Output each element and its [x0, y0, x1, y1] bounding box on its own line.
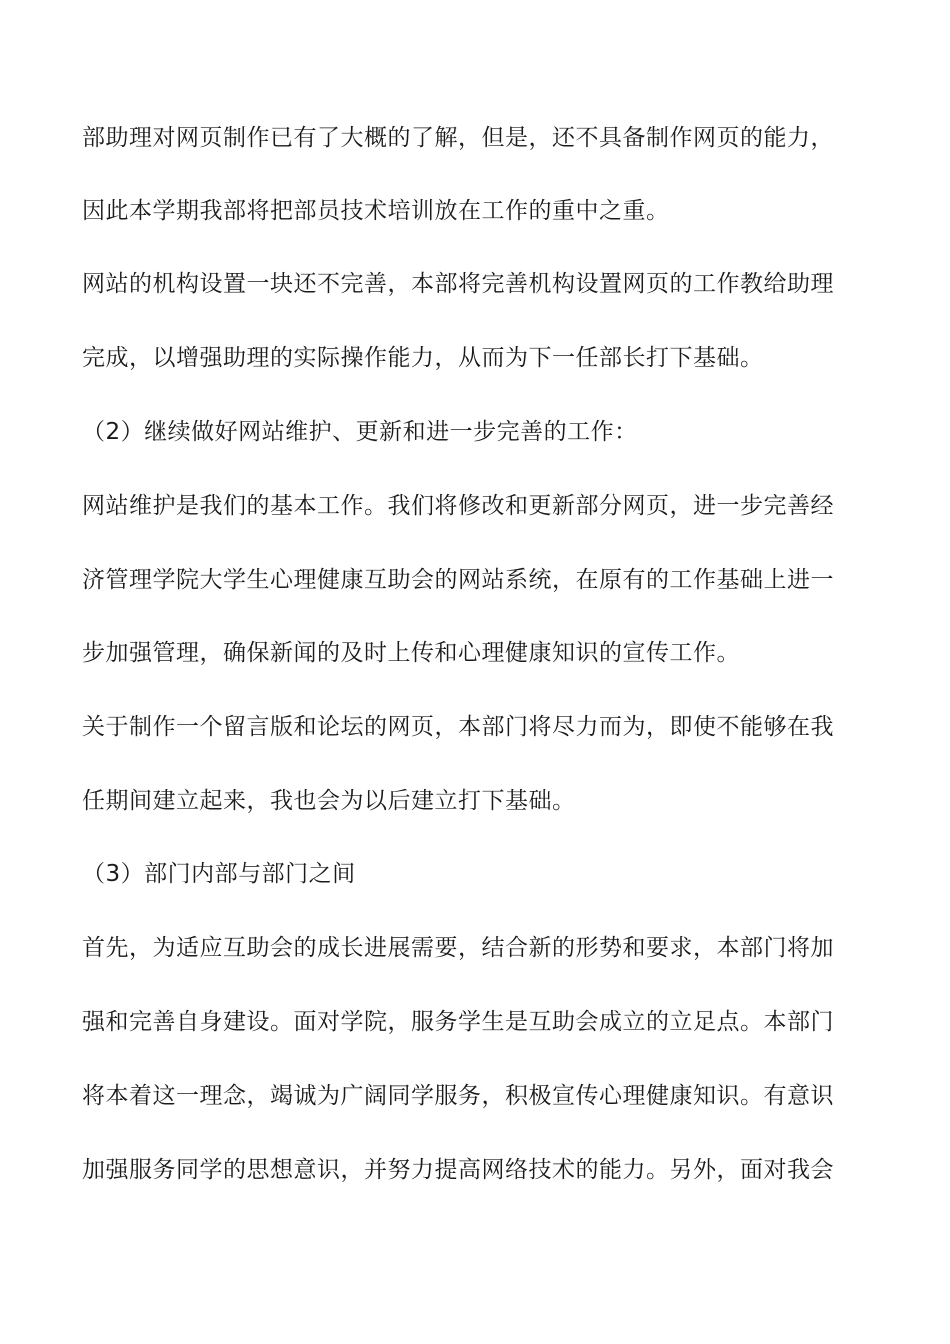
text-line: 步加强管理，确保新闻的及时上传和心理健康知识的宣传工作。 — [82, 640, 740, 666]
text-line: 首先，为适应互助会的成长进展需要，结合新的形势和要求，本部门将加 — [82, 935, 834, 961]
section-heading: （2）继续做好网站维护、更新和进一步完善的工作： — [82, 419, 638, 445]
text-line: 网站的机构设置一块还不完善，本部将完善机构设置网页的工作教给助理 — [82, 271, 834, 297]
text-line: 济管理学院大学生心理健康互助会的网站系统，在原有的工作基础上进一 — [82, 567, 834, 593]
text-line: 部助理对网页制作已有了大概的了解，但是，还不具备制作网页的能力， — [82, 125, 834, 151]
text-line: 任期间建立起来，我也会为以后建立打下基础。 — [82, 788, 576, 814]
text-line: 关于制作一个留言版和论坛的网页，本部门将尽力而为，即使不能够在我 — [82, 714, 834, 740]
text-line: 强和完善自身建设。面对学院，服务学生是互助会成立的立足点。本部门 — [82, 1009, 834, 1035]
text-line: 网站维护是我们的基本工作。我们将修改和更新部分网页，进一步完善经 — [82, 493, 834, 519]
text-line: 加强服务同学的思想意识，并努力提高网络技术的能力。另外，面对我会 — [82, 1157, 834, 1183]
text-line: 因此本学期我部将把部员技术培训放在工作的重中之重。 — [82, 198, 670, 224]
text-line: 完成，以增强助理的实际操作能力，从而为下一任部长打下基础。 — [82, 345, 764, 371]
text-line: 将本着这一理念，竭诚为广阔同学服务，积极宣传心理健康知识。有意识 — [82, 1083, 834, 1109]
section-heading: （3）部门内部与部门之间 — [82, 861, 356, 887]
